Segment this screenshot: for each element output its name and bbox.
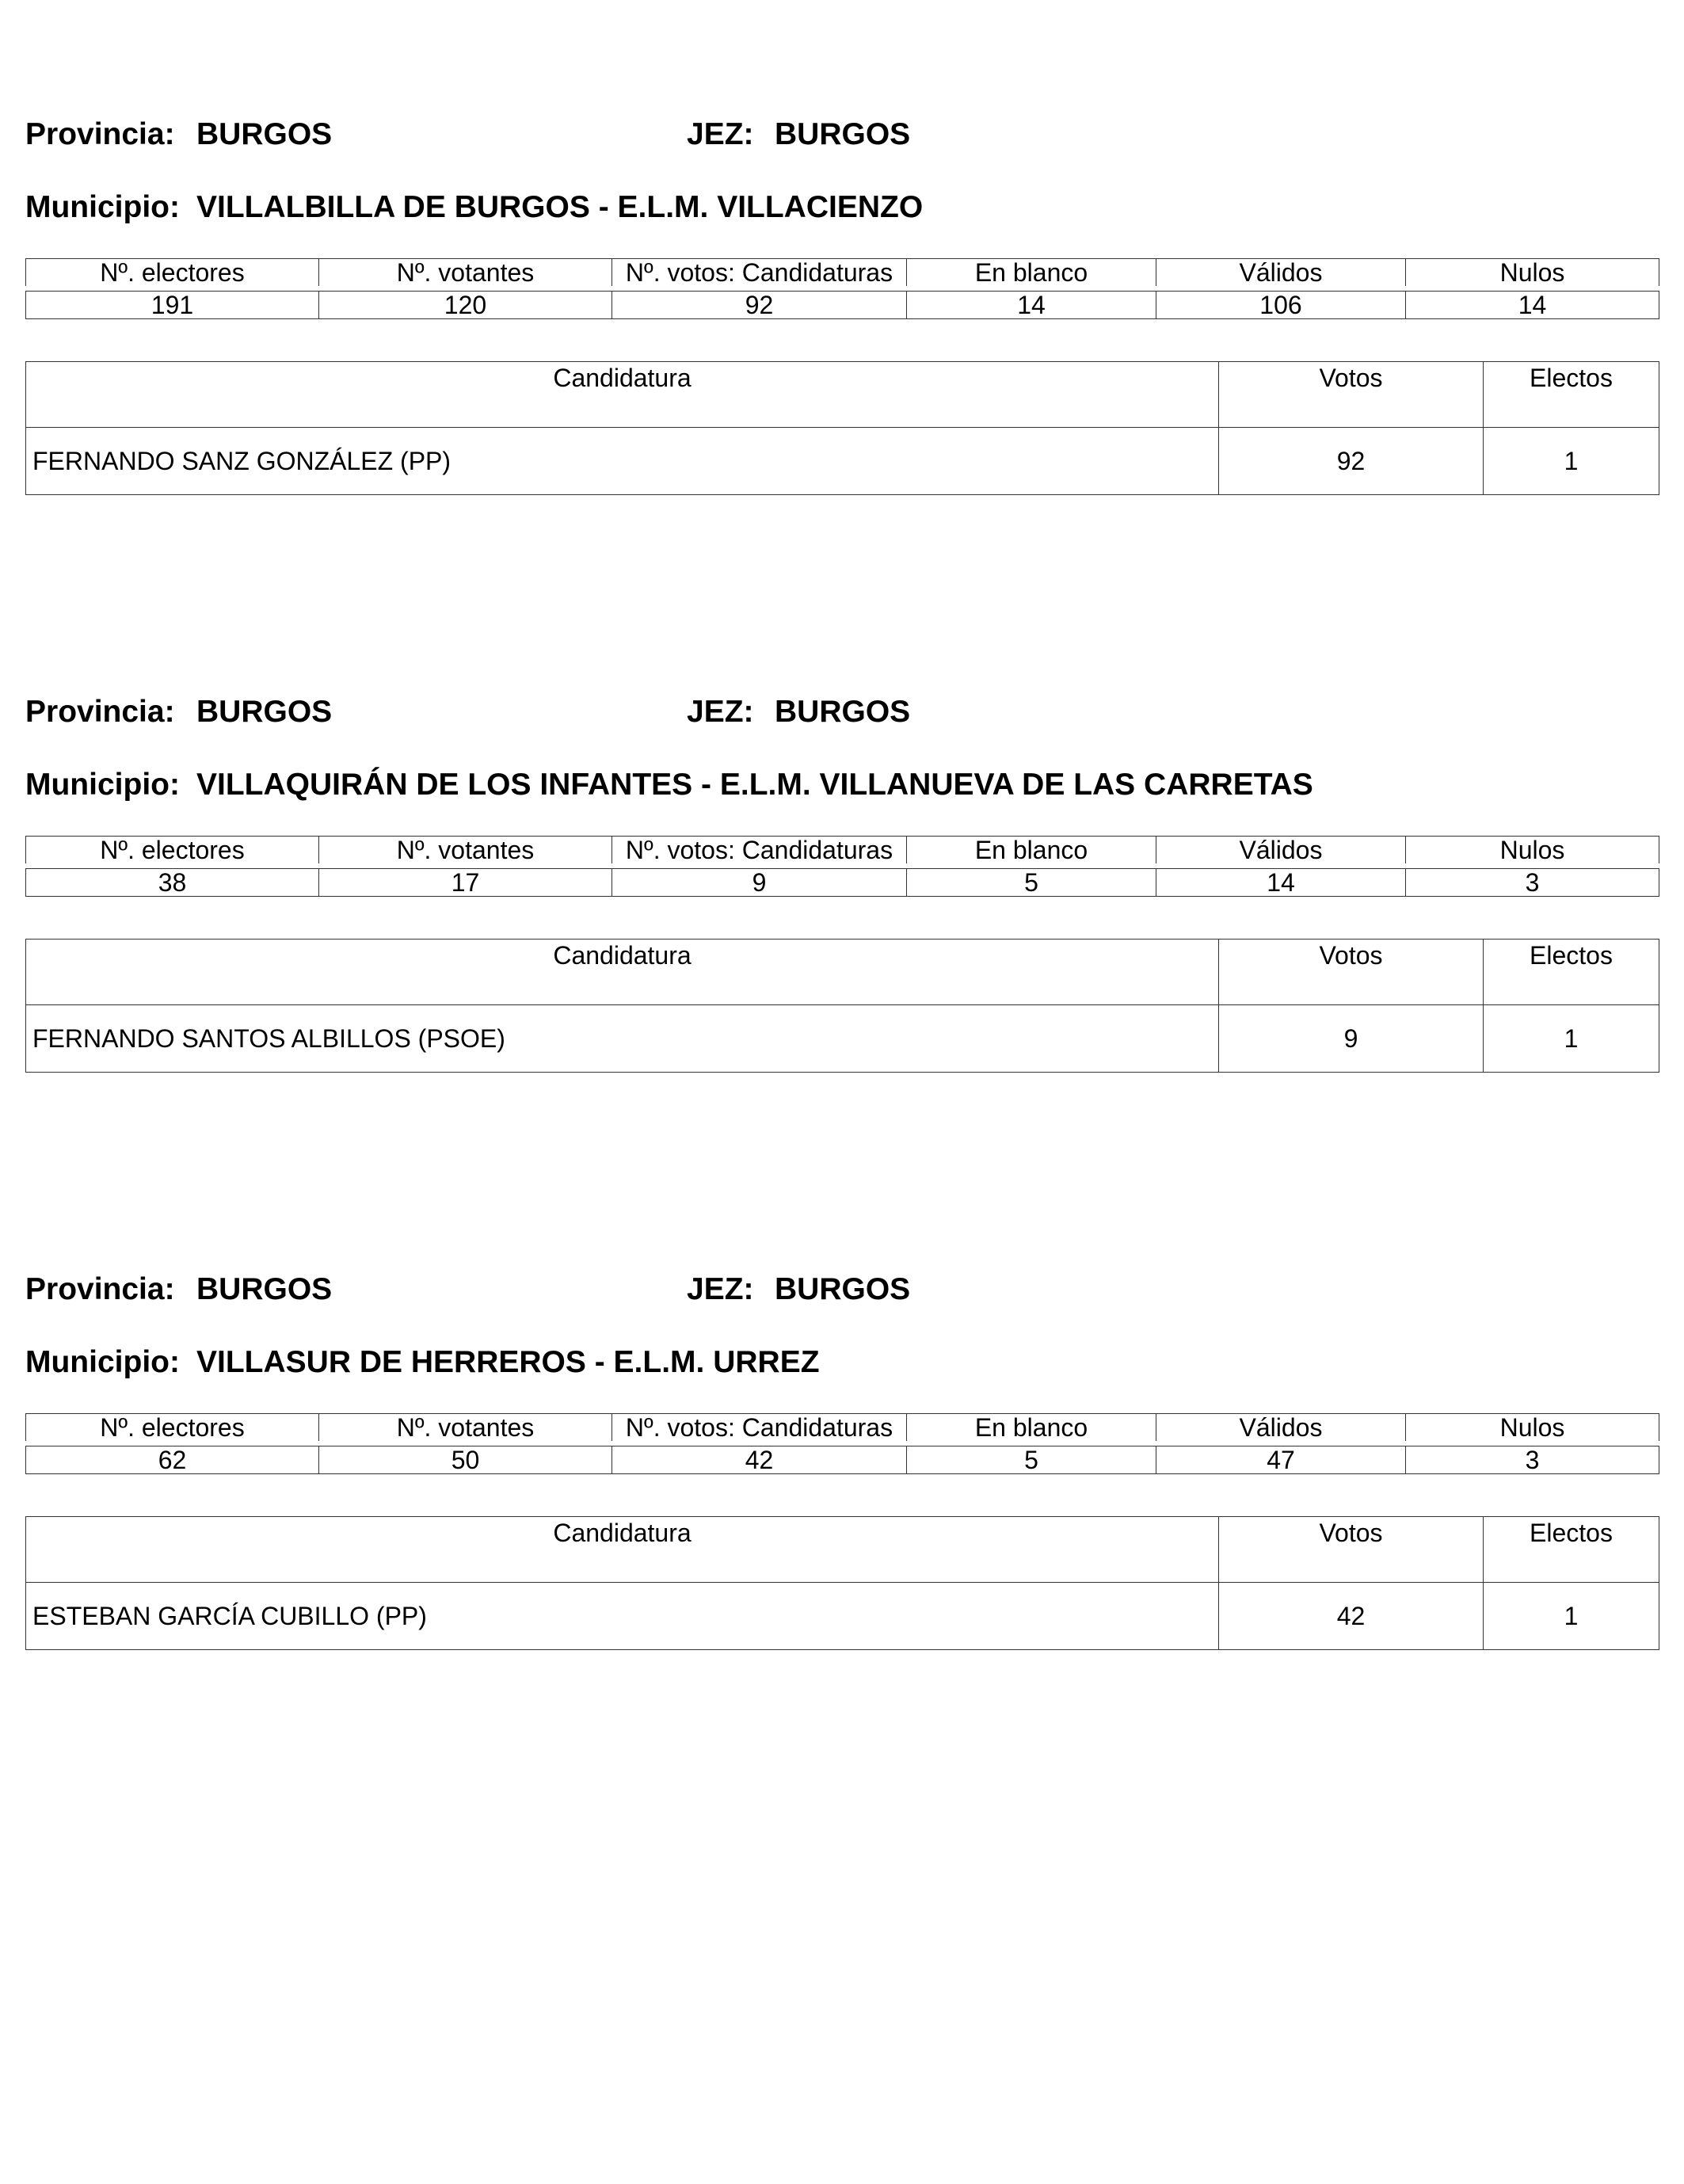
candidates-header-row xyxy=(26,362,1659,428)
municipio-value: VILLALBILLA DE BURGOS - E.L.M. VILLACIENZO xyxy=(196,190,924,224)
candidate-elected: 1 xyxy=(1484,1005,1659,1073)
vote-summary-table xyxy=(25,258,1659,319)
candidate-elected: 1 xyxy=(1484,428,1659,495)
header-nulos: Nulos xyxy=(1406,1414,1659,1442)
provincia-value: BURGOS xyxy=(196,1272,333,1306)
candidate-name: FERNANDO SANTOS ALBILLOS (PSOE) xyxy=(26,1005,1219,1073)
candidates-table xyxy=(25,1516,1659,1650)
header-candidatura: Candidatura xyxy=(26,940,1219,1005)
candidate-votes: 92 xyxy=(1219,428,1484,495)
candidate-row xyxy=(26,1005,1659,1073)
header-validos: Válidos xyxy=(1156,1414,1406,1442)
municipio-value: VILLAQUIRÁN DE LOS INFANTES - E.L.M. VILLANUEVA DE LAS CARRETAS xyxy=(196,768,1313,802)
header-votos-candidaturas: Nº. votos: Candidaturas xyxy=(612,837,907,864)
candidates-header-row xyxy=(26,1517,1659,1583)
jez-value: BURGOS xyxy=(775,695,911,729)
provincia-value: BURGOS xyxy=(196,695,333,729)
header-electos: Electos xyxy=(1484,940,1659,1005)
header-validos: Válidos xyxy=(1156,259,1406,287)
candidates-table xyxy=(25,361,1659,495)
summary-value-row xyxy=(26,1446,1659,1474)
summary-header-row xyxy=(26,259,1659,287)
header-electos: Electos xyxy=(1484,362,1659,428)
value-en-blanco: 14 xyxy=(907,292,1156,319)
header-en-blanco: En blanco xyxy=(907,259,1156,287)
header-en-blanco: En blanco xyxy=(907,1414,1156,1442)
provincia-value: BURGOS xyxy=(196,117,333,151)
header-validos: Válidos xyxy=(1156,837,1406,864)
provincia-label: Provincia: xyxy=(25,695,175,729)
header-candidatura: Candidatura xyxy=(26,1517,1219,1583)
value-en-blanco: 5 xyxy=(907,869,1156,897)
summary-header-row xyxy=(26,1414,1659,1442)
value-votos-candidaturas: 92 xyxy=(612,292,907,319)
municipality-header xyxy=(25,768,1659,807)
candidate-row xyxy=(26,1583,1659,1650)
province-header xyxy=(25,117,1659,157)
value-votos-candidaturas: 9 xyxy=(612,869,907,897)
municipio-label: Municipio: xyxy=(25,768,180,802)
municipio-label: Municipio: xyxy=(25,1345,180,1379)
municipality-header xyxy=(25,1345,1659,1385)
provincia-label: Provincia: xyxy=(25,1272,175,1306)
header-electores: Nº. electores xyxy=(26,1414,319,1442)
jez-value: BURGOS xyxy=(775,1272,911,1306)
jez-label: JEZ: xyxy=(687,695,754,729)
summary-value-row xyxy=(26,292,1659,319)
header-votos: Votos xyxy=(1219,1517,1484,1583)
candidate-votes: 42 xyxy=(1219,1583,1484,1650)
header-electores: Nº. electores xyxy=(26,259,319,287)
municipio-value: VILLASUR DE HERREROS - E.L.M. URREZ xyxy=(196,1345,820,1379)
header-candidatura: Candidatura xyxy=(26,362,1219,428)
value-votantes: 120 xyxy=(319,292,612,319)
value-votantes: 50 xyxy=(319,1446,612,1474)
summary-header-row xyxy=(26,837,1659,864)
provincia-label: Provincia: xyxy=(25,117,175,151)
jez-label: JEZ: xyxy=(687,117,754,151)
value-validos: 47 xyxy=(1156,1446,1406,1474)
header-nulos: Nulos xyxy=(1406,837,1659,864)
header-votos: Votos xyxy=(1219,940,1484,1005)
candidate-name: FERNANDO SANZ GONZÁLEZ (PP) xyxy=(26,428,1219,495)
candidates-table xyxy=(25,939,1659,1073)
value-electores: 62 xyxy=(26,1446,319,1474)
province-header xyxy=(25,695,1659,734)
vote-summary-table xyxy=(25,1413,1659,1474)
header-electores: Nº. electores xyxy=(26,837,319,864)
header-votos: Votos xyxy=(1219,362,1484,428)
value-electores: 38 xyxy=(26,869,319,897)
value-nulos: 3 xyxy=(1406,869,1659,897)
value-electores: 191 xyxy=(26,292,319,319)
province-header xyxy=(25,1272,1659,1312)
value-nulos: 14 xyxy=(1406,292,1659,319)
value-validos: 14 xyxy=(1156,869,1406,897)
header-electos: Electos xyxy=(1484,1517,1659,1583)
summary-value-row xyxy=(26,869,1659,897)
header-votos-candidaturas: Nº. votos: Candidaturas xyxy=(612,259,907,287)
municipio-label: Municipio: xyxy=(25,190,180,224)
header-en-blanco: En blanco xyxy=(907,837,1156,864)
candidate-name: ESTEBAN GARCÍA CUBILLO (PP) xyxy=(26,1583,1219,1650)
jez-value: BURGOS xyxy=(775,117,911,151)
value-en-blanco: 5 xyxy=(907,1446,1156,1474)
candidate-votes: 9 xyxy=(1219,1005,1484,1073)
header-votantes: Nº. votantes xyxy=(319,837,612,864)
value-votantes: 17 xyxy=(319,869,612,897)
value-votos-candidaturas: 42 xyxy=(612,1446,907,1474)
vote-summary-table xyxy=(25,836,1659,897)
candidate-row xyxy=(26,428,1659,495)
value-nulos: 3 xyxy=(1406,1446,1659,1474)
header-votos-candidaturas: Nº. votos: Candidaturas xyxy=(612,1414,907,1442)
header-votantes: Nº. votantes xyxy=(319,1414,612,1442)
municipality-header xyxy=(25,190,1659,230)
value-validos: 106 xyxy=(1156,292,1406,319)
header-votantes: Nº. votantes xyxy=(319,259,612,287)
jez-label: JEZ: xyxy=(687,1272,754,1306)
candidate-elected: 1 xyxy=(1484,1583,1659,1650)
header-nulos: Nulos xyxy=(1406,259,1659,287)
candidates-header-row xyxy=(26,940,1659,1005)
